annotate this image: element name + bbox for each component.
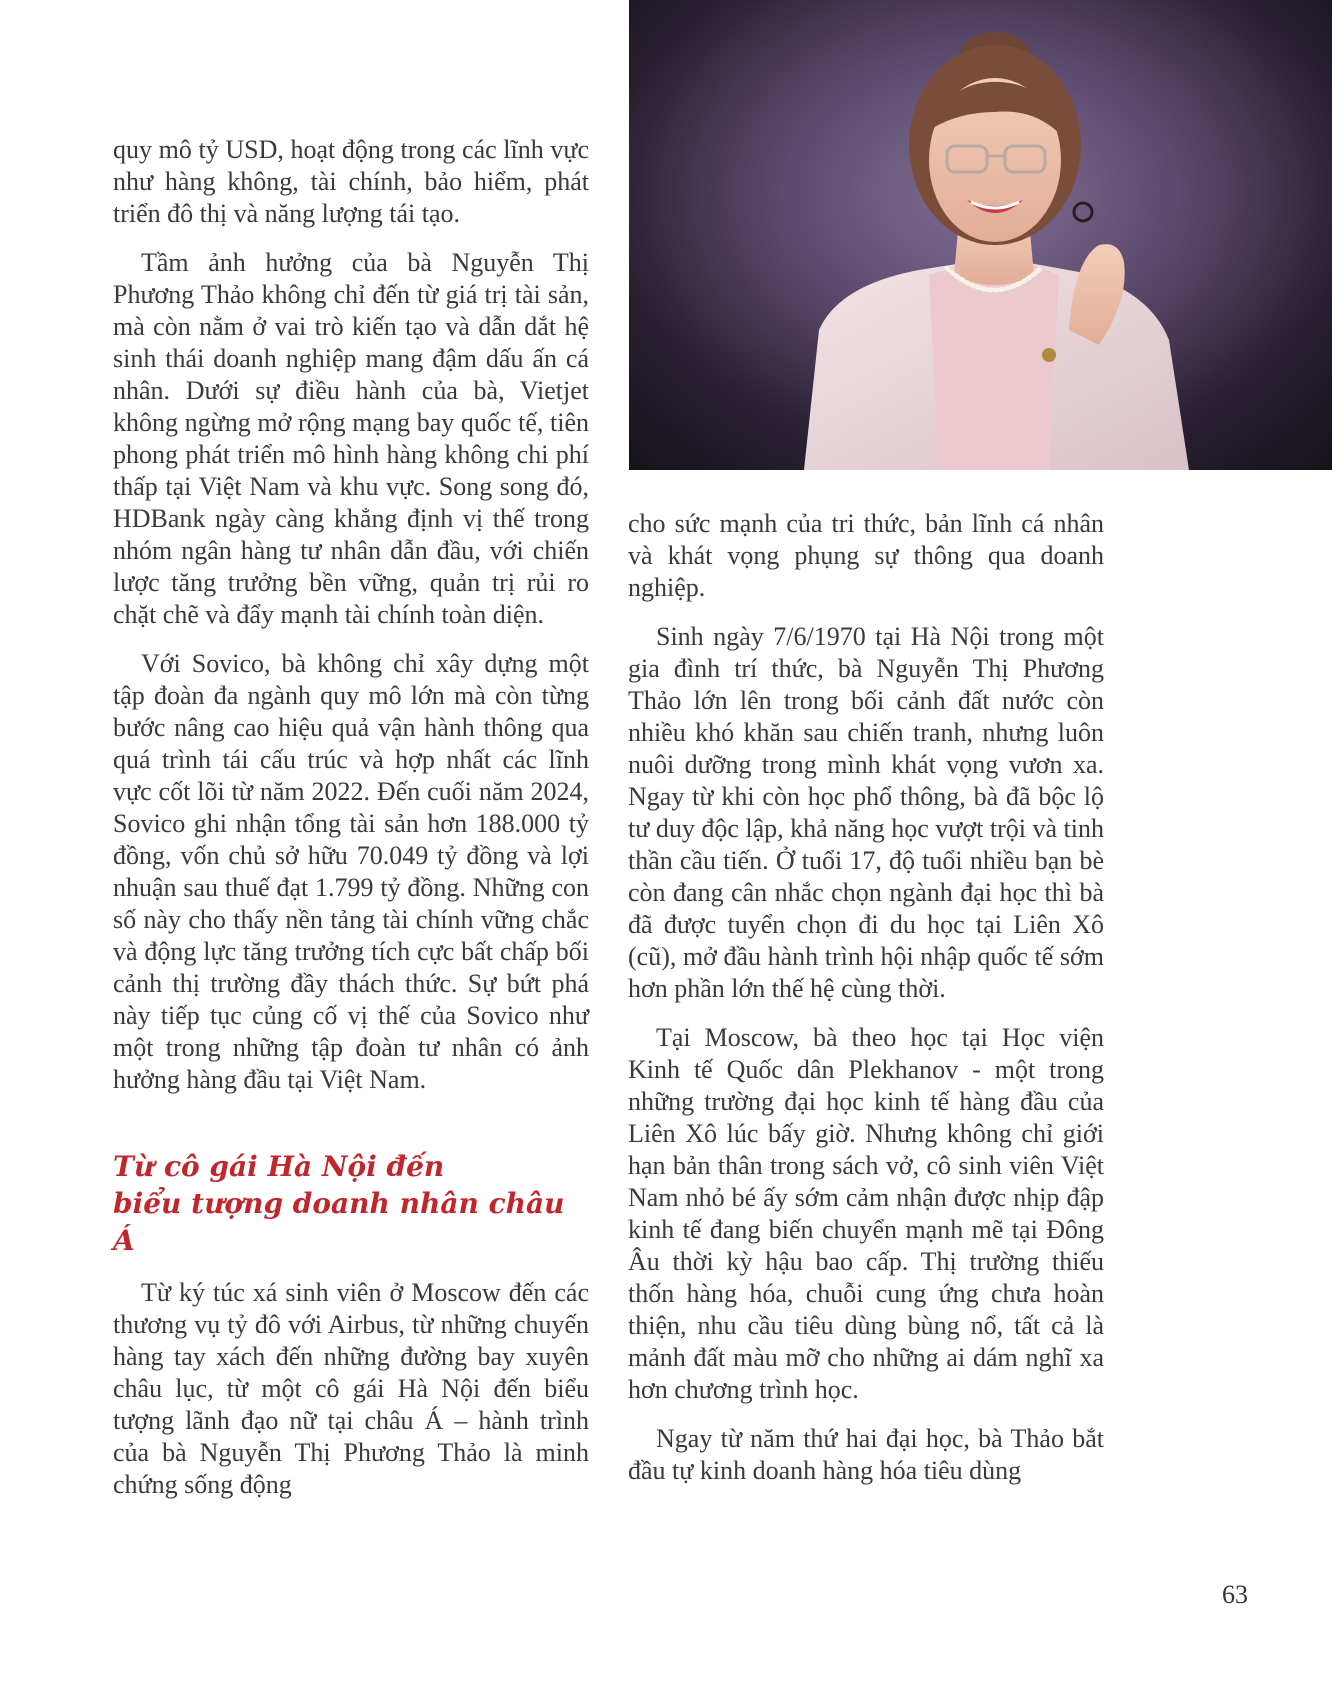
body-paragraph: Với Sovico, bà không chỉ xây dựng một tập đoàn đa ngành quy mô lớn mà còn từng bước nâng cao hiệu quả vận hành thông qua quá trình tái cấu trúc và hợp nhất các lĩnh vực cốt lõi từ năm 2022. Đến cuối năm 2024, Sovico ghi nhận tổng tài sản hơn 188.000 tỷ đồng, vốn chủ sở hữu 70.049 tỷ đồng và lợi nhuận sau thuế đạt 1.799 tỷ đồng. Những con số này cho thấy nền tảng tài chính vững chắc và động lực tăng trưởng tích cực bất chấp bối cảnh thị trường đầy thách thức. Sự bứt phá này tiếp tục củng cố vị thế của Sovico như một trong những tập đoàn tư nhân có ảnh hưởng hàng đầu tại Việt Nam. (113, 649, 589, 1094)
page-number: 63 (1222, 1580, 1248, 1609)
right-column (628, 508, 1104, 1504)
section-heading-line: Từ cô gái Hà Nội đến (113, 1150, 445, 1183)
body-paragraph: Tầm ảnh hưởng của bà Nguyễn Thị Phương Thảo không chỉ đến từ giá trị tài sản, mà còn nằm ở vai trò kiến tạo và dẫn dắt hệ sinh thái doanh nghiệp mang đậm dấu ấn cá nhân. Dưới sự điều hành của bà, Vietjet không ngừng mở rộng mạng bay quốc tế, tiên phong phát triển mô hình hàng không chi phí thấp tại Việt Nam và khu vực. Song song đó, HDBank ngày càng khẳng định vị thế trong nhóm ngân hàng tư nhân dẫn đầu, với chiến lược tăng trưởng bền vững, quản trị rủi ro chặt chẽ và đẩy mạnh tài chính toàn diện. (113, 248, 589, 629)
section-heading-line: biểu tượng doanh nhân châu Á (113, 1187, 565, 1257)
body-paragraph: Từ ký túc xá sinh viên ở Moscow đến các thương vụ tỷ đô với Airbus, từ những chuyến hàng tay xách đến những đường bay xuyên châu lục, từ một cô gái Hà Nội đến biểu tượng lãnh đạo nữ tại châu Á – hành trình của bà Nguyễn Thị Phương Thảo là minh chứng sống động (113, 1278, 589, 1499)
body-paragraph: cho sức mạnh của tri thức, bản lĩnh cá nhân và khát vọng phụng sự thông qua doanh nghiệp. (628, 509, 1104, 602)
portrait-illustration (629, 0, 1332, 470)
body-paragraph: Tại Moscow, bà theo học tại Học viện Kinh tế Quốc dân Plekhanov - một trong những trường đại học kinh tế hàng đầu của Liên Xô lúc bấy giờ. Nhưng không chỉ giới hạn bản thân trong sách vở, cô sinh viên Việt Nam nhỏ bé ấy sớm cảm nhận được nhịp đập kinh tế đang biến chuyển mạnh mẽ tại Đông Âu thời kỳ hậu bao cấp. Thị trường thiếu thốn hàng hóa, chuỗi cung ứng chưa hoàn thiện, nhu cầu tiêu dùng bùng nổ, tất cả là mảnh đất màu mỡ cho những ai dám nghĩ xa hơn chương trình học. (628, 1023, 1104, 1404)
body-paragraph: Ngay từ năm thứ hai đại học, bà Thảo bắt đầu tự kinh doanh hàng hóa tiêu dùng (628, 1424, 1104, 1485)
body-paragraph: quy mô tỷ USD, hoạt động trong các lĩnh vực như hàng không, tài chính, bảo hiểm, phát triển đô thị và năng lượng tái tạo. (113, 135, 589, 228)
section-heading (113, 1148, 589, 1259)
left-column (113, 134, 589, 1518)
body-paragraph: Sinh ngày 7/6/1970 tại Hà Nội trong một gia đình trí thức, bà Nguyễn Thị Phương Thảo lớn lên trong bối cảnh đất nước còn nhiều khó khăn sau chiến tranh, nhưng luôn nuôi dưỡng trong mình khát vọng vươn xa. Ngay từ khi còn học phổ thông, bà đã bộc lộ tư duy độc lập, khả năng học vượt trội và tinh thần cầu tiến. Ở tuổi 17, độ tuổi nhiều bạn bè còn đang cân nhắc chọn ngành đại học thì bà đã được tuyển chọn đi du học tại Liên Xô (cũ), mở đầu hành trình hội nhập quốc tế sớm hơn phần lớn thế hệ cùng thời. (628, 622, 1104, 1003)
portrait-photo (629, 0, 1332, 470)
